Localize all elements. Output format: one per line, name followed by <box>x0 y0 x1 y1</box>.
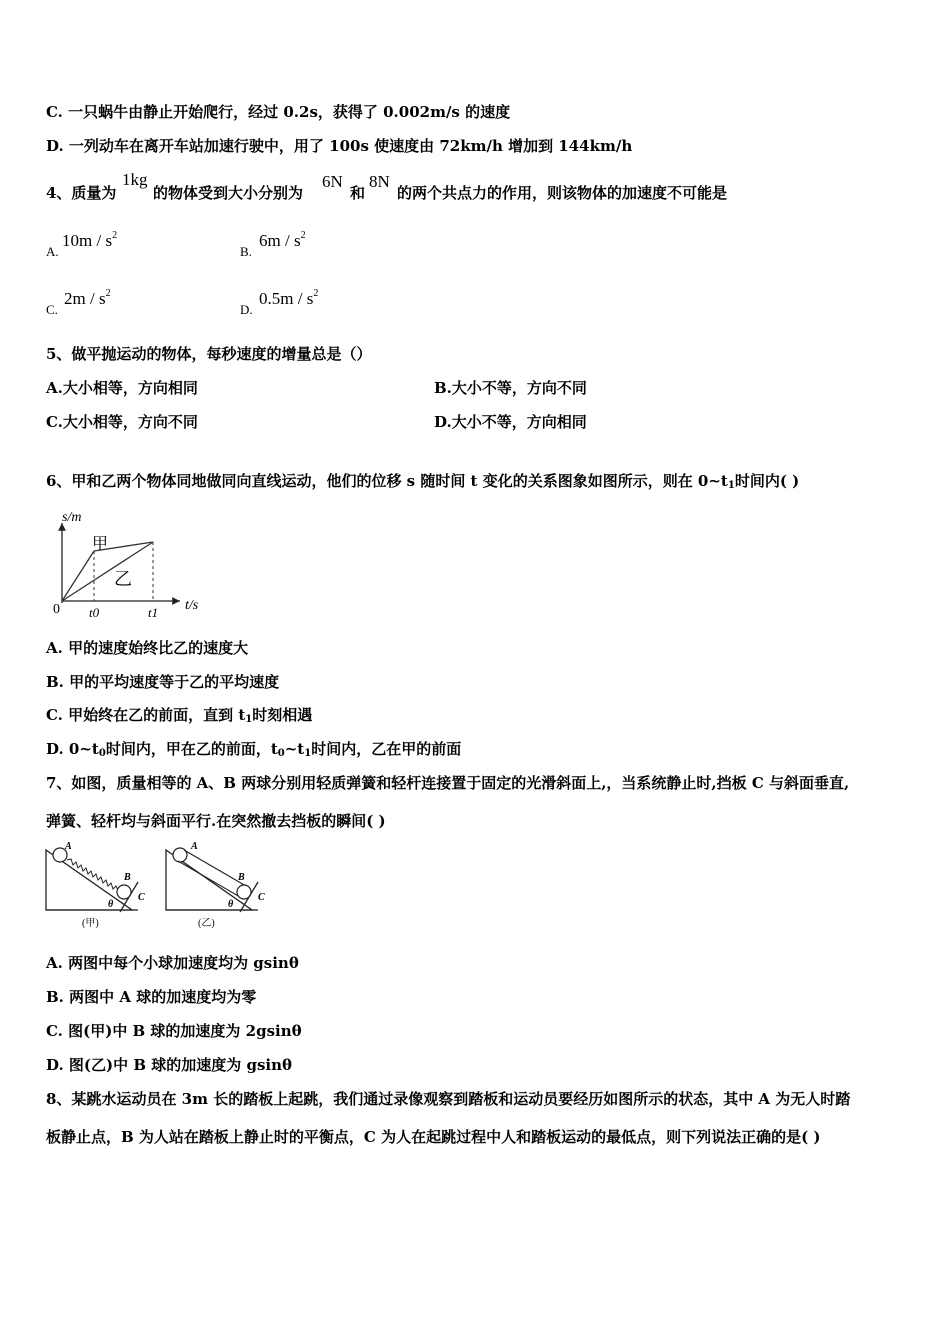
rod-top <box>184 850 246 886</box>
q7-stem-line1: 7、如图，质量相等的 A、B 两球分别用轻质弹簧和轻杆连接置于固定的光滑斜面上,，当系统静止时,挡板 C 与斜面垂直, <box>46 774 850 792</box>
q4-option-b-value: $6m / s^2$ <box>259 230 306 250</box>
rod-bottom <box>178 861 240 897</box>
caption-yi: (乙) <box>198 918 215 929</box>
y-axis-label: s/m <box>62 510 82 525</box>
q6-stem: 6、甲和乙两个物体同地做同向直线运动，他们的位移 s 随时间 t 变化的关系图象如图所示，则在 $0\sim t_1$时间内( ) <box>46 472 800 491</box>
t0-label: t0 <box>89 605 100 620</box>
q4-option-a-label: A. <box>46 244 59 259</box>
q7-stem-line2: 弹簧、轻杆均与斜面平行.在突然撤去挡板的瞬间( ) <box>46 812 386 830</box>
q5-option-c: C.大小相等，方向不同 <box>46 413 198 431</box>
q7-option-b: B. 两图中 A 球的加速度均为零 <box>46 988 257 1006</box>
label-c: C <box>138 892 145 903</box>
q6-option-b: B. 甲的平均速度等于乙的平均速度 <box>46 673 280 691</box>
q7-figure-yi <box>160 840 275 935</box>
q6-displacement-time-graph <box>50 505 210 620</box>
q5-option-d: D.大小不等，方向相同 <box>434 413 587 431</box>
q4-stem-part3: 和 <box>350 184 366 202</box>
jia-line-1 <box>62 551 94 601</box>
q6-option-a: A. 甲的速度始终比乙的速度大 <box>46 639 249 657</box>
label-theta: θ <box>228 899 234 910</box>
q7-option-c: C. 图(甲)中 B 球的加速度为 2gsinθ <box>46 1022 302 1040</box>
q8-stem-line1: 8、某跳水运动员在 3m 长的踏板上起跳，我们通过录像观察到踏板和运动员要经历如图所示的状态，其中 A 为无人时踏 <box>46 1090 851 1108</box>
origin-label: 0 <box>53 602 60 617</box>
t1-label: t1 <box>148 605 159 620</box>
label-a: A <box>65 841 72 852</box>
q5-option-a: A.大小相等，方向相同 <box>46 379 198 397</box>
q3-option-c: C. 一只蜗牛由静止开始爬行，经过 0.2s，获得了 0.002m/s 的速度 <box>46 103 511 121</box>
label-theta: θ <box>108 899 114 910</box>
q4-stem-part2: 的物体受到大小分别为 <box>153 184 304 202</box>
label-a: A <box>191 841 198 852</box>
x-axis-label: t/s <box>185 598 199 613</box>
q7-option-d: D. 图(乙)中 B 球的加速度为 gsinθ <box>46 1056 292 1074</box>
q5-option-b: B.大小不等，方向不同 <box>434 379 587 397</box>
q7-figure-jia <box>40 840 155 935</box>
q4-stem-part1: 4、质量为 <box>46 184 117 202</box>
q7-option-a: A. 两图中每个小球加速度均为 gsinθ <box>46 954 299 972</box>
q4-force2: 8N <box>369 172 390 191</box>
q4-mass: 1kg <box>122 170 148 189</box>
q3-option-d: D. 一列动车在离开车站加速行驶中，用了 100s 使速度由 72km/h 增加到 144km/h <box>46 137 633 155</box>
q4-option-d-value: $0.5m / s^2$ <box>259 288 319 308</box>
q4-option-c-value: $2m / s^2$ <box>64 288 111 308</box>
q5-stem: 5、做平抛运动的物体，每秒速度的增量总是（） <box>46 345 372 363</box>
q6-option-c: C. 甲始终在乙的前面，直到 $t_1$时刻相遇 <box>46 706 313 725</box>
q4-force1: 6N <box>322 172 343 191</box>
caption-jia: (甲) <box>82 918 99 929</box>
label-c: C <box>258 892 265 903</box>
q4-option-c-label: C. <box>46 302 58 317</box>
label-b: B <box>124 872 131 883</box>
q4-option-d-label: D. <box>240 302 253 317</box>
q4-stem-part4: 的两个共点力的作用，则该物体的加速度不可能是 <box>397 184 728 202</box>
q4-option-b-label: B. <box>240 244 252 259</box>
spring <box>67 859 118 890</box>
q8-stem-line2: 板静止点，B 为人站在踏板上静止时的平衡点，C 为人在起跳过程中人和踏板运动的最低点，则下列说法正确的是( ) <box>46 1128 821 1146</box>
q6-option-d: D. $0\sim t_0$时间内，甲在乙的前面，$t_0\sim t_1$时间内，乙在甲的前面 <box>46 740 462 759</box>
q4-option-a-value: $10m / s^2$ <box>62 230 118 250</box>
yi-label: 乙 <box>114 569 132 589</box>
jia-label: 甲 <box>92 536 109 553</box>
label-b: B <box>238 872 245 883</box>
